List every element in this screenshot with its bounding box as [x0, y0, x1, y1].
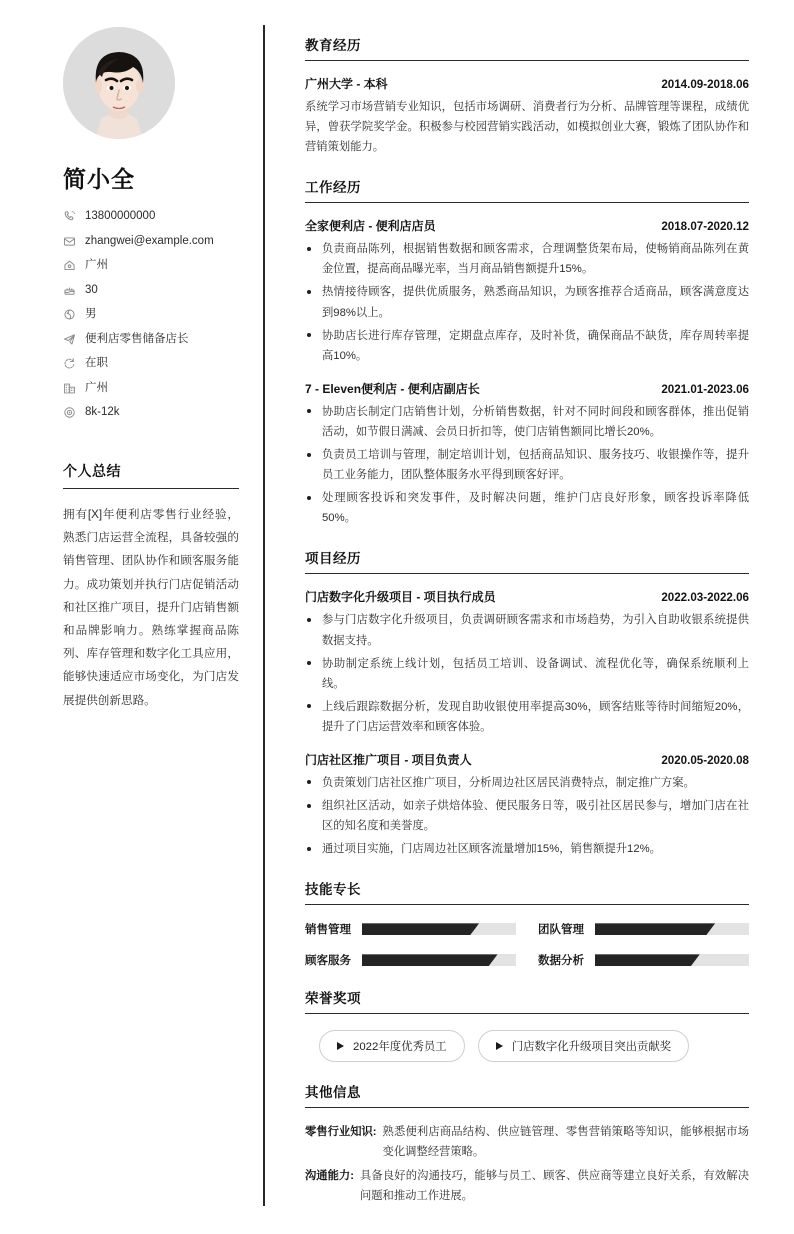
contact-phone: [63, 210, 235, 223]
honors-row: [305, 1030, 749, 1062]
honor-badge: [319, 1030, 465, 1062]
work-title: 工作经历: [305, 176, 749, 203]
skill-progress-fill: [595, 923, 715, 935]
entry-header: [305, 751, 749, 768]
entry-date: 2021.01-2023.06: [661, 382, 749, 396]
person-name: 简小全: [63, 166, 135, 192]
list-item: 负责商品陈列，根据销售数据和顾客需求，合理调整货架布局，使畅销商品陈列在黄金位置，提高商品曝光率，当月商品销售额提升15%。: [305, 239, 749, 279]
sidebar: [0, 0, 265, 1234]
honors-section: [305, 987, 749, 1062]
entry-header: [305, 75, 749, 92]
other-info-section: [305, 1081, 749, 1205]
entry-title: 门店社区推广项目 - 项目负责人: [305, 752, 472, 767]
skill-progress-fill: [362, 954, 498, 966]
bullet-list: [305, 402, 749, 529]
project-entry: [305, 751, 749, 859]
other-info-value: 熟悉便利店商品结构、供应链管理、零售营销策略等知识，能够根据市场变化调整经营策略。: [382, 1126, 749, 1159]
entry-date: 2020.05-2020.08: [661, 753, 749, 767]
skill-item: [305, 952, 516, 968]
contact-list: [63, 210, 235, 419]
contact-value: 13800000000: [85, 210, 156, 223]
phone-icon: [63, 210, 76, 223]
work-section: [305, 176, 749, 528]
skill-item: [538, 952, 749, 968]
entry-title: 广州大学 - 本科: [305, 77, 388, 91]
contact-value: 在职: [85, 357, 108, 370]
list-item: 上线后跟踪数据分析，发现自助收银使用率提高30%，顾客结账等待时间缩短20%，提升了门店运营效率和顾客体验。: [305, 697, 749, 737]
entry-description: 系统学习市场营销专业知识，包括市场调研、消费者行为分析、品牌管理等课程，成绩优异，曾获学院奖学金。积极参与校园营销实践活动，如模拟创业大赛，锻炼了团队协作和营销策划能力。: [305, 101, 749, 154]
skill-label: 团队管理: [538, 924, 584, 937]
gender-icon: [63, 308, 76, 321]
honor-badge: [478, 1030, 689, 1062]
bullet-list: [305, 610, 749, 737]
skill-progress-fill: [595, 954, 700, 966]
contact-location: [63, 259, 235, 272]
contact-email: [63, 235, 235, 248]
entry-title: 7 - Eleven便利店 - 便利店副店长: [305, 381, 480, 396]
summary-title: 个人总结: [63, 461, 239, 489]
entry-date: 2018.07-2020.12: [661, 220, 749, 234]
education-section: [305, 34, 749, 157]
skill-label: 顾客服务: [305, 955, 351, 968]
contact-value: 男: [85, 308, 97, 321]
projects-title: 项目经历: [305, 547, 749, 574]
skill-label: 数据分析: [538, 955, 584, 968]
home-icon: [63, 259, 76, 272]
list-item: 参与门店数字化升级项目，负责调研顾客需求和市场趋势，为引入自助收银系统提供数据支持。: [305, 610, 749, 650]
skills-grid: [305, 921, 749, 968]
contact-salary: [63, 406, 235, 419]
list-item: 负责员工培训与管理，制定培训计划，包括商品知识、服务技巧、收银操作等，提升员工业务能力，团队整体服务水平得到顾客好评。: [305, 445, 749, 485]
play-triangle-icon: [496, 1042, 503, 1050]
skill-progress-track: [362, 954, 516, 966]
building-icon: [63, 382, 76, 395]
skill-item: [305, 921, 516, 937]
entry-title: 全家便利店 - 便利店店员: [305, 219, 436, 234]
contact-value: zhangwei@example.com: [85, 234, 214, 247]
skill-label: 销售管理: [305, 924, 351, 937]
work-entry: [305, 217, 749, 366]
contact-value: 便利店零售储备店长: [85, 332, 189, 345]
education-entry: [305, 75, 749, 157]
projects-section: [305, 547, 749, 859]
portrait-photo-icon: [63, 27, 175, 139]
contact-status: [63, 357, 235, 370]
entry-date: 2022.03-2022.06: [661, 591, 749, 605]
bullet-list: [305, 239, 749, 366]
entry-header: [305, 588, 749, 605]
other-info-title: 其他信息: [305, 1081, 749, 1108]
list-item: 通过项目实施，门店周边社区顾客流量增加15%，销售额提升12%。: [305, 839, 749, 859]
list-item: 负责策划门店社区推广项目，分析周边社区居民消费特点，制定推广方案。: [305, 773, 749, 793]
bullet-list: [305, 773, 749, 859]
contact-value: 广州: [85, 381, 108, 394]
summary-text: 拥有[X]年便利店零售行业经验，熟悉门店运营全流程，具备较强的销售管理、团队协作和顾客服务能力。成功策划并执行门店促销活动和社区推广项目，提升门店销售额和品牌影响力。熟练掌握商品陈列、库存管理和数字化工具应用，能够快速适应市场变化，为门店发展提供创新思路。: [63, 508, 239, 707]
list-item: 处理顾客投诉和突发事件，及时解决问题，维护门店良好形象，顾客投诉率降低50%。: [305, 488, 749, 528]
contact-value: 8k-12k: [85, 406, 120, 419]
cake-icon: [63, 284, 76, 297]
list-item: 组织社区活动，如亲子烘焙体验、便民服务日等，吸引社区居民参与，增加门店在社区的知名度和美誉度。: [305, 796, 749, 836]
entry-title: 门店数字化升级项目 - 项目执行成员: [305, 590, 496, 605]
honors-title: 荣誉奖项: [305, 987, 749, 1014]
target-icon: [63, 406, 76, 419]
play-triangle-icon: [337, 1042, 344, 1050]
other-info-item: [305, 1122, 749, 1162]
avatar: [63, 27, 175, 139]
skill-progress-track: [595, 923, 749, 935]
contact-age: [63, 284, 235, 297]
other-info-item: [305, 1166, 749, 1206]
contact-position: [63, 333, 235, 346]
skill-item: [538, 921, 749, 937]
main-content: [265, 0, 794, 1234]
skill-progress-fill: [362, 923, 479, 935]
contact-value: 广州: [85, 259, 108, 272]
list-item: 协助店长制定门店销售计划，分析销售数据，针对不同时间段和顾客群体，推出促销活动，如节假日满减、会员日折扣等，使门店销售额同比增长20%。: [305, 402, 749, 442]
skills-title: 技能专长: [305, 878, 749, 905]
list-item: 热情接待顾客，提供优质服务，熟悉商品知识，为顾客推荐合适商品，顾客满意度达到98%以上。: [305, 282, 749, 322]
contact-city: [63, 382, 235, 395]
work-entry: [305, 380, 749, 529]
skill-progress-track: [595, 954, 749, 966]
honor-label: 2022年度优秀员工: [353, 1041, 447, 1054]
honor-label: 门店数字化升级项目突出贡献奖: [511, 1041, 672, 1054]
entry-date: 2014.09-2018.06: [661, 78, 749, 91]
list-item: 协助店长进行库存管理，定期盘点库存，及时补货，确保商品不缺货，库存周转率提高10%。: [305, 326, 749, 366]
summary-section: [63, 461, 239, 712]
project-entry: [305, 588, 749, 737]
other-info-value: 具备良好的沟通技巧，能够与员工、顾客、供应商等建立良好关系，有效解决问题和推动工作进展。: [359, 1169, 749, 1202]
education-title: 教育经历: [305, 34, 749, 61]
paper-plane-icon: [63, 333, 76, 346]
refresh-icon: [63, 357, 76, 370]
other-info-list: [305, 1122, 749, 1205]
other-info-key: 零售行业知识:: [305, 1126, 377, 1139]
contact-gender: [63, 308, 235, 321]
entry-header: [305, 217, 749, 234]
list-item: 协助制定系统上线计划，包括员工培训、设备调试、流程优化等，确保系统顺利上线。: [305, 654, 749, 694]
entry-header: [305, 380, 749, 397]
skills-section: [305, 878, 749, 968]
contact-value: 30: [85, 283, 98, 296]
skill-progress-track: [362, 923, 516, 935]
envelope-icon: [63, 235, 76, 248]
other-info-key: 沟通能力:: [305, 1169, 354, 1182]
